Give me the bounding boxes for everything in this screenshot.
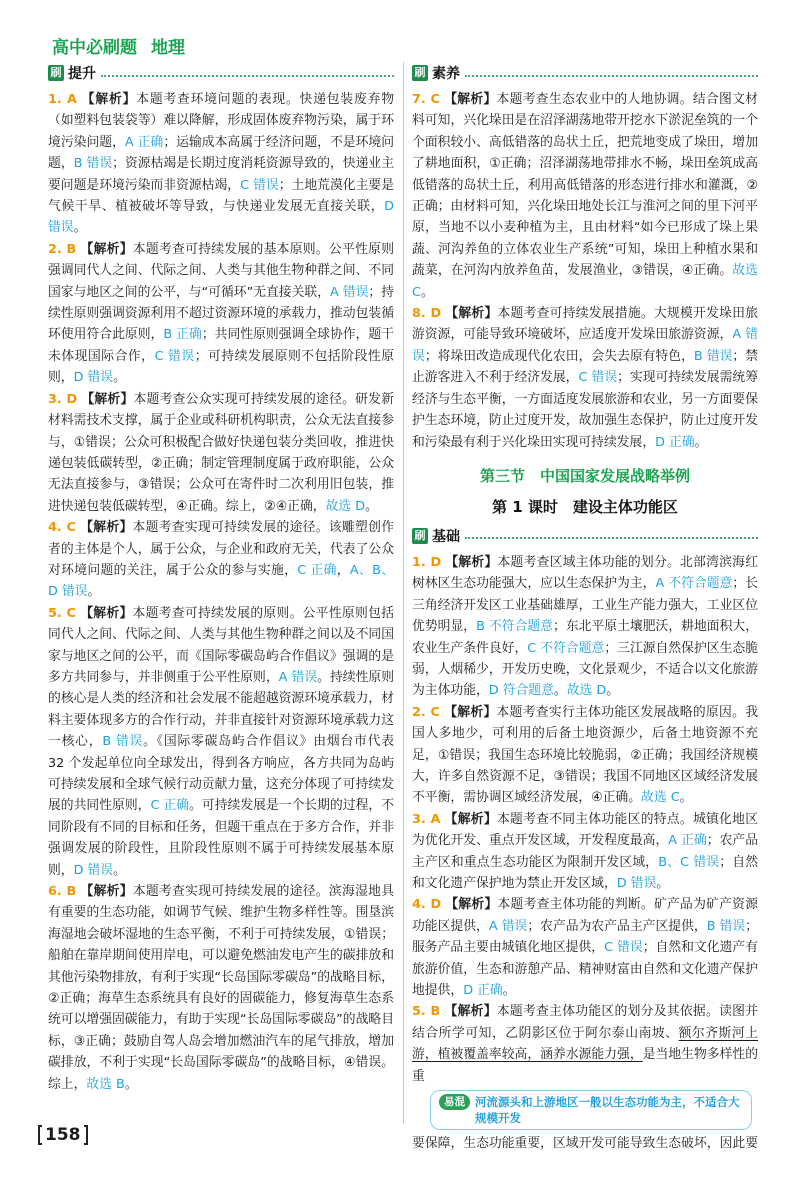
side-note (430, 1090, 752, 1130)
dotted-rule (101, 75, 394, 77)
answer-number: 2. B (48, 241, 77, 257)
answer-number: 6. B (48, 884, 77, 900)
verdict-text: C 不符合题意 (527, 640, 605, 656)
analysis-text: 。 (502, 983, 516, 999)
subject-title: 地理 (151, 38, 185, 58)
section-header-tisheng (48, 62, 394, 84)
analysis-text: 。 (124, 1076, 138, 1092)
right-column (412, 62, 758, 1154)
analysis-text: 本题考查环境问题的表现。快递包装废弃物（如塑料包装袋等）难以降解，形成固体废弃物污染，属于环境污染问题， (48, 92, 395, 150)
answer-number: 3. A (412, 811, 441, 827)
analysis-tag: 【解析】 (444, 811, 497, 827)
analysis-text: 本题考查实现可持续发展的途径。该雕塑创作者的主体是个人，属于公众，与企业和政府无关，代表了公众对环境问题的关注，属于公众的参与实施， (48, 520, 394, 578)
verdict-text: A 错误 (488, 918, 528, 934)
answer-item (412, 1001, 758, 1087)
analysis-text: 本题考查实现可持续发展的途径。滨海湿地具有重要的生态功能，如调节气候、维护生物多样性等。围垦滨海湿地会破坏湿地的生态平衡，不利于可持续发展，①错误；船舶在靠岸期间使用岸电，可以避免燃油发电产生的碳排放和其他污染物排放，有利于实现“长岛国际零碳岛”的战略目标，②正确；海草生态系统具有良好的固碳能力，修复海草生态系统可以增强固碳能力，有助于实现“长岛国际零碳岛”的战略目标，③正确；鼓励自驾人岛会增加燃油汽车的尾气排放，增加碳排放，不利于实现“长岛国际零碳岛”的战略目标，④错误。综上， (48, 884, 395, 1092)
verdict-text: D 错误 (48, 199, 394, 236)
answer-number: 2. C (412, 704, 440, 720)
page-number-text: 158 (45, 1125, 81, 1145)
section-badge-icon: 刷 (412, 65, 428, 81)
analysis-text: ， (336, 562, 350, 578)
answer-list (48, 89, 394, 1095)
dotted-rule (465, 75, 758, 77)
analysis-text: ；服务产品主要由城镇化地区提供， (412, 918, 759, 956)
verdict-text: C 错误 (240, 177, 279, 193)
analysis-tag: 【解析】 (80, 884, 133, 900)
analysis-text: ；持续性原则强调资源利用不超过资源环境的承载力，推动包装循环使用符合此原则， (48, 284, 395, 343)
verdict-text: 故选 D (325, 498, 366, 514)
verdict-text: C 错误 (154, 348, 195, 364)
analysis-text: 本题考查主体功能的判断。矿产品为矿产资源功能区提供， (412, 897, 759, 934)
analysis-text: 。 (420, 284, 434, 300)
verdict-text: D 正确 (463, 983, 503, 999)
verdict-text: A 不符合题意 (655, 576, 733, 592)
analysis-text: 本题考查区域主体功能的划分。北部湾滨海红树林区生态功能强大，应以生态保护为主， (412, 554, 759, 592)
answer-number: 1. A (48, 92, 77, 107)
analysis-text: 。 (679, 790, 693, 806)
answer-number: 7. C (412, 92, 440, 107)
analysis-tag: 【解析】 (81, 391, 134, 407)
analysis-text: 本题考查主体功能区的划分及其依据。读图并结合所学可知，乙阴影区位于阿尔泰山南坡、 (412, 1004, 759, 1041)
analysis-text: 本题考查不同主体功能区的特点。城镇化地区为优化开发、重点开发区域，开发程度最高， (412, 811, 759, 849)
analysis-text: ；禁止游客进入不利于经济发展， (412, 348, 759, 386)
section-badge-icon: 刷 (48, 65, 64, 81)
answer-item (412, 894, 758, 1001)
verdict-text: 故选 C (412, 263, 758, 300)
analysis-tag: 【解析】 (79, 605, 133, 621)
verdict-text: A、B、D 错误 (48, 562, 394, 600)
answer-item (412, 702, 758, 809)
analysis-text: 。 (656, 876, 670, 891)
analysis-text: 。 (113, 862, 126, 878)
answer-continuation: 要保障，生态功能重要，区域开发可能导致生态破坏，因此要 (412, 1136, 758, 1152)
verdict-text: D 错误 (73, 370, 114, 386)
verdict-text: B 错误 (693, 348, 733, 364)
analysis-text: ；资源枯竭是长期过度消耗资源导致的，快递业主要问题是环境污染而非资源枯竭， (48, 156, 395, 193)
analysis-text: 。 (113, 370, 126, 386)
analysis-text: ；运输成本高属于经济问题，不是环境问题， (48, 134, 394, 172)
answer-number: 4. C (48, 520, 76, 536)
verdict-text: D 正确 (655, 434, 695, 450)
dotted-rule (465, 537, 758, 539)
analysis-text: 。 (606, 683, 619, 699)
answer-item (48, 89, 394, 239)
analysis-text: ；共同性原则强调全球协作，题干未体现国际合作， (48, 327, 395, 364)
answer-number: 5. B (412, 1004, 441, 1020)
verdict-text: A 错误 (330, 284, 369, 300)
analysis-text: ；农产品为农产品主产区提供， (527, 918, 707, 934)
chapter-title: 第三节 中国国家发展战略举例 (479, 466, 690, 485)
analysis-text: ；实现可持续发展需统筹经济与生态平衡，一方面适度发展旅游和农业，另一方面要保护生态环境，防止过度开发，故加强生态保护，防止过度开发和污染最有利于兴化垛田实现可持续发展， (412, 370, 759, 450)
analysis-text: ；三江源自然保护区生态脆弱，人烟稀少，开发历史晚，文化景观少，不适合以文化旅游为主体功能， (412, 640, 759, 699)
analysis-text: ；东北平原土壤肥沃，耕地面积大，农业生产条件良好， (412, 619, 759, 656)
answer-number: 3. D (48, 391, 78, 407)
analysis-text: 本题考查生态农业中的人地协调。结合图文材料可知，兴化垛田是在沼泽湖荡地带开挖水下淤泥垒筑的一个个面积较小、高低错落的岛状土丘，把荒地变成了垛田，增加了耕地面积，①正确；沼泽湖荡地带排水不畅，垛田垒筑成高低错落的岛状土丘，利用高低错落的形态进行排水和灌溉，②正确；由材料可知，兴化垛田地处长江与淮河之间的里下河平原，当地不以小麦种植为主，且由材料“如今已形成了垛上果蔬、河沟养鱼的立体农业生产系统”可知，垛田上种植水果和蔬菜，在河沟内放养鱼苗，发展渔业，③错误，④正确。 (412, 92, 758, 279)
answer-item (412, 303, 758, 453)
answer-item (48, 239, 394, 389)
answer-item (48, 389, 394, 517)
verdict-text: C 正确 (150, 798, 190, 814)
verdict-text: C 错误 (604, 940, 643, 956)
answer-item (412, 552, 758, 702)
analysis-text: 本题考查公众实现可持续发展的途径。研发新材料需技术支撑，属于企业或科研机构职责，公众无法直接参与，①错误；公众可积极配合做好快递包装分类回收，推进快递包装低碳转型，②正确；制定管理制度属于政府职能，公众无法直接参与，③错误；公众可在寄件时二次利用旧包装，推进快递包装低碳转型，④正确。综上，②④正确， (48, 391, 395, 514)
analysis-text: ；将垛田改造成现代化农田，会失去原有特色， (424, 348, 694, 364)
analysis-text: 本题考查可持续发展的基本原则。公平性原则强调同代人之间、代际之间、人类与其他生物种群之间、不同国家与地区之间的公平，与“可循环”无直接关联， (48, 241, 395, 300)
answer-item (48, 881, 394, 1095)
section-title: 提升 (68, 66, 96, 82)
analysis-text: ；土地荒漠化主要是气候干旱、植被破坏等导致，与快递业发展无直接关联， (48, 177, 395, 215)
analysis-text: 。 (87, 584, 101, 600)
analysis-text: 是当地生物多样性的重 (412, 1047, 759, 1084)
analysis-text: 本题考查可持续发展措施。大规模开发垛田旅游资源，可能导致环境破坏，应适度开发垛田旅游资源， (412, 306, 759, 343)
analysis-tag: 【解析】 (444, 1004, 497, 1020)
answer-item (412, 809, 758, 895)
note-text: 河流源头和上游地区一般以生态功能为主，不适合大规模开发 (475, 1095, 740, 1126)
verdict-text: 故选 D (566, 683, 607, 699)
section-header-suyang (412, 62, 758, 84)
analysis-tag: 【解析】 (445, 554, 498, 570)
book-header (52, 33, 185, 58)
answer-item (412, 89, 758, 303)
verdict-text: C 正确 (297, 562, 337, 578)
analysis-tag: 【解析】 (445, 897, 498, 913)
analysis-text: ；农产品主产区和重点生态功能区为限制开发区域， (412, 833, 759, 870)
verdict-text: 故选 B (86, 1076, 125, 1092)
page-number (38, 1124, 88, 1146)
analysis-text: 。 (553, 683, 567, 699)
note-label-badge: 易混 (439, 1094, 470, 1110)
analysis-tag: 【解析】 (445, 306, 498, 322)
analysis-tag: 【解析】 (80, 241, 133, 257)
bracket-right (84, 1125, 88, 1145)
analysis-text: ；长三角经济开发区工业基础雄厚，工业生产能力强大，工业区位优势明显， (412, 576, 759, 635)
verdict-text: A 正确 (124, 134, 164, 150)
section-badge-icon: 刷 (412, 528, 428, 544)
verdict-text: C 错误 (578, 370, 618, 386)
analysis-text: 。 (694, 434, 708, 450)
section-title: 基础 (432, 528, 460, 545)
answer-item (48, 517, 394, 603)
answer-number: 4. D (412, 897, 442, 913)
left-column (48, 62, 394, 1095)
verdict-text: 故选 C (641, 790, 680, 806)
answer-number: 5. C (48, 605, 76, 621)
analysis-text: ；可持续发展原则不包括阶段性原则， (48, 348, 395, 386)
answer-number: 1. D (412, 554, 442, 570)
verdict-text: B 正确 (163, 327, 202, 343)
verdict-text: A 错误 (278, 669, 318, 685)
answer-number: 8. D (412, 306, 442, 322)
underlined-text: 额尔齐斯河上游，植被覆盖率较高，涵养水源能力强， (412, 1025, 758, 1063)
analysis-text: 本题考查可持续发展的原则。公平性原则包括同代人之间、代际之间、人类与其他生物种群之间以及不同国家与地区之间的公平，而《国际零碳岛屿合作倡议》强调的是多方共同参与，并非侧重于公平性原则， (48, 605, 394, 685)
analysis-text: 。《国际零碳岛屿合作倡议》由烟台市代表 32 个发起单位向全球发出，得到各方响应，各方共同为岛屿可持续发展和全球气候行动贡献力量，这充分体现了可持续发展的共同性原则， (48, 734, 394, 814)
answer-list (412, 89, 758, 453)
verdict-text: A 错误 (412, 327, 758, 364)
analysis-text: 。持续性原则的核心是人类的经济和社会发展不能超越资源环境承载力，材料主要体现多方的合作行动，并非直接针对资源环境承载力这一核心， (48, 669, 395, 750)
verdict-text: B 错误 (706, 918, 746, 934)
analysis-text: 。 (73, 220, 87, 236)
verdict-text: B 不符合题意 (476, 619, 554, 635)
analysis-text: ；自然和文化遗产有旅游价值，生态和游憩产品、精神财富由自然和文化遗产保护地提供， (412, 940, 759, 999)
verdict-text: B 错误 (102, 734, 144, 750)
verdict-text: A 正确 (668, 833, 707, 849)
verdict-text: D 错误 (616, 876, 657, 891)
analysis-text: 。 (365, 498, 378, 514)
analysis-text: ；自然和文化遗产保护地为禁止开发区域， (412, 854, 759, 891)
analysis-tag: 【解析】 (443, 704, 497, 720)
analysis-text: 。可持续发展是一个长期的过程，不同阶段有不同的目标和任务，但题干重点在于多方合作，并非强调发展的阶段性，且阶段性原则不属于可持续发展基本原则， (48, 798, 395, 878)
column-divider (403, 62, 404, 1124)
analysis-tag: 【解析】 (79, 520, 133, 536)
verdict-text: B 错误 (73, 156, 113, 172)
verdict-text: D 错误 (73, 862, 114, 878)
lesson-title: 第 1 课时 建设主体功能区 (492, 497, 678, 516)
answer-list (412, 552, 758, 1087)
verdict-text: B、C 错误 (658, 854, 720, 870)
section-title: 素养 (432, 66, 460, 82)
analysis-tag: 【解析】 (443, 92, 497, 107)
verdict-text: D 符合题意 (488, 683, 554, 699)
answer-item (48, 603, 394, 881)
analysis-tag: 【解析】 (80, 92, 137, 107)
section-header-jichu (412, 525, 758, 547)
book-title: 高中必刷题 (52, 38, 137, 58)
analysis-text: 本题考查实行主体功能区发展战略的原因。我国人多地少，可利用的后备土地资源少，后备土地资源不充足，①错误；我国生态环境比较脆弱，②正确；我国经济规模大，许多自然资源不足，③错误；我国不同地区区域经济发展不平衡，需协调区域经济发展，④正确。 (412, 704, 758, 806)
